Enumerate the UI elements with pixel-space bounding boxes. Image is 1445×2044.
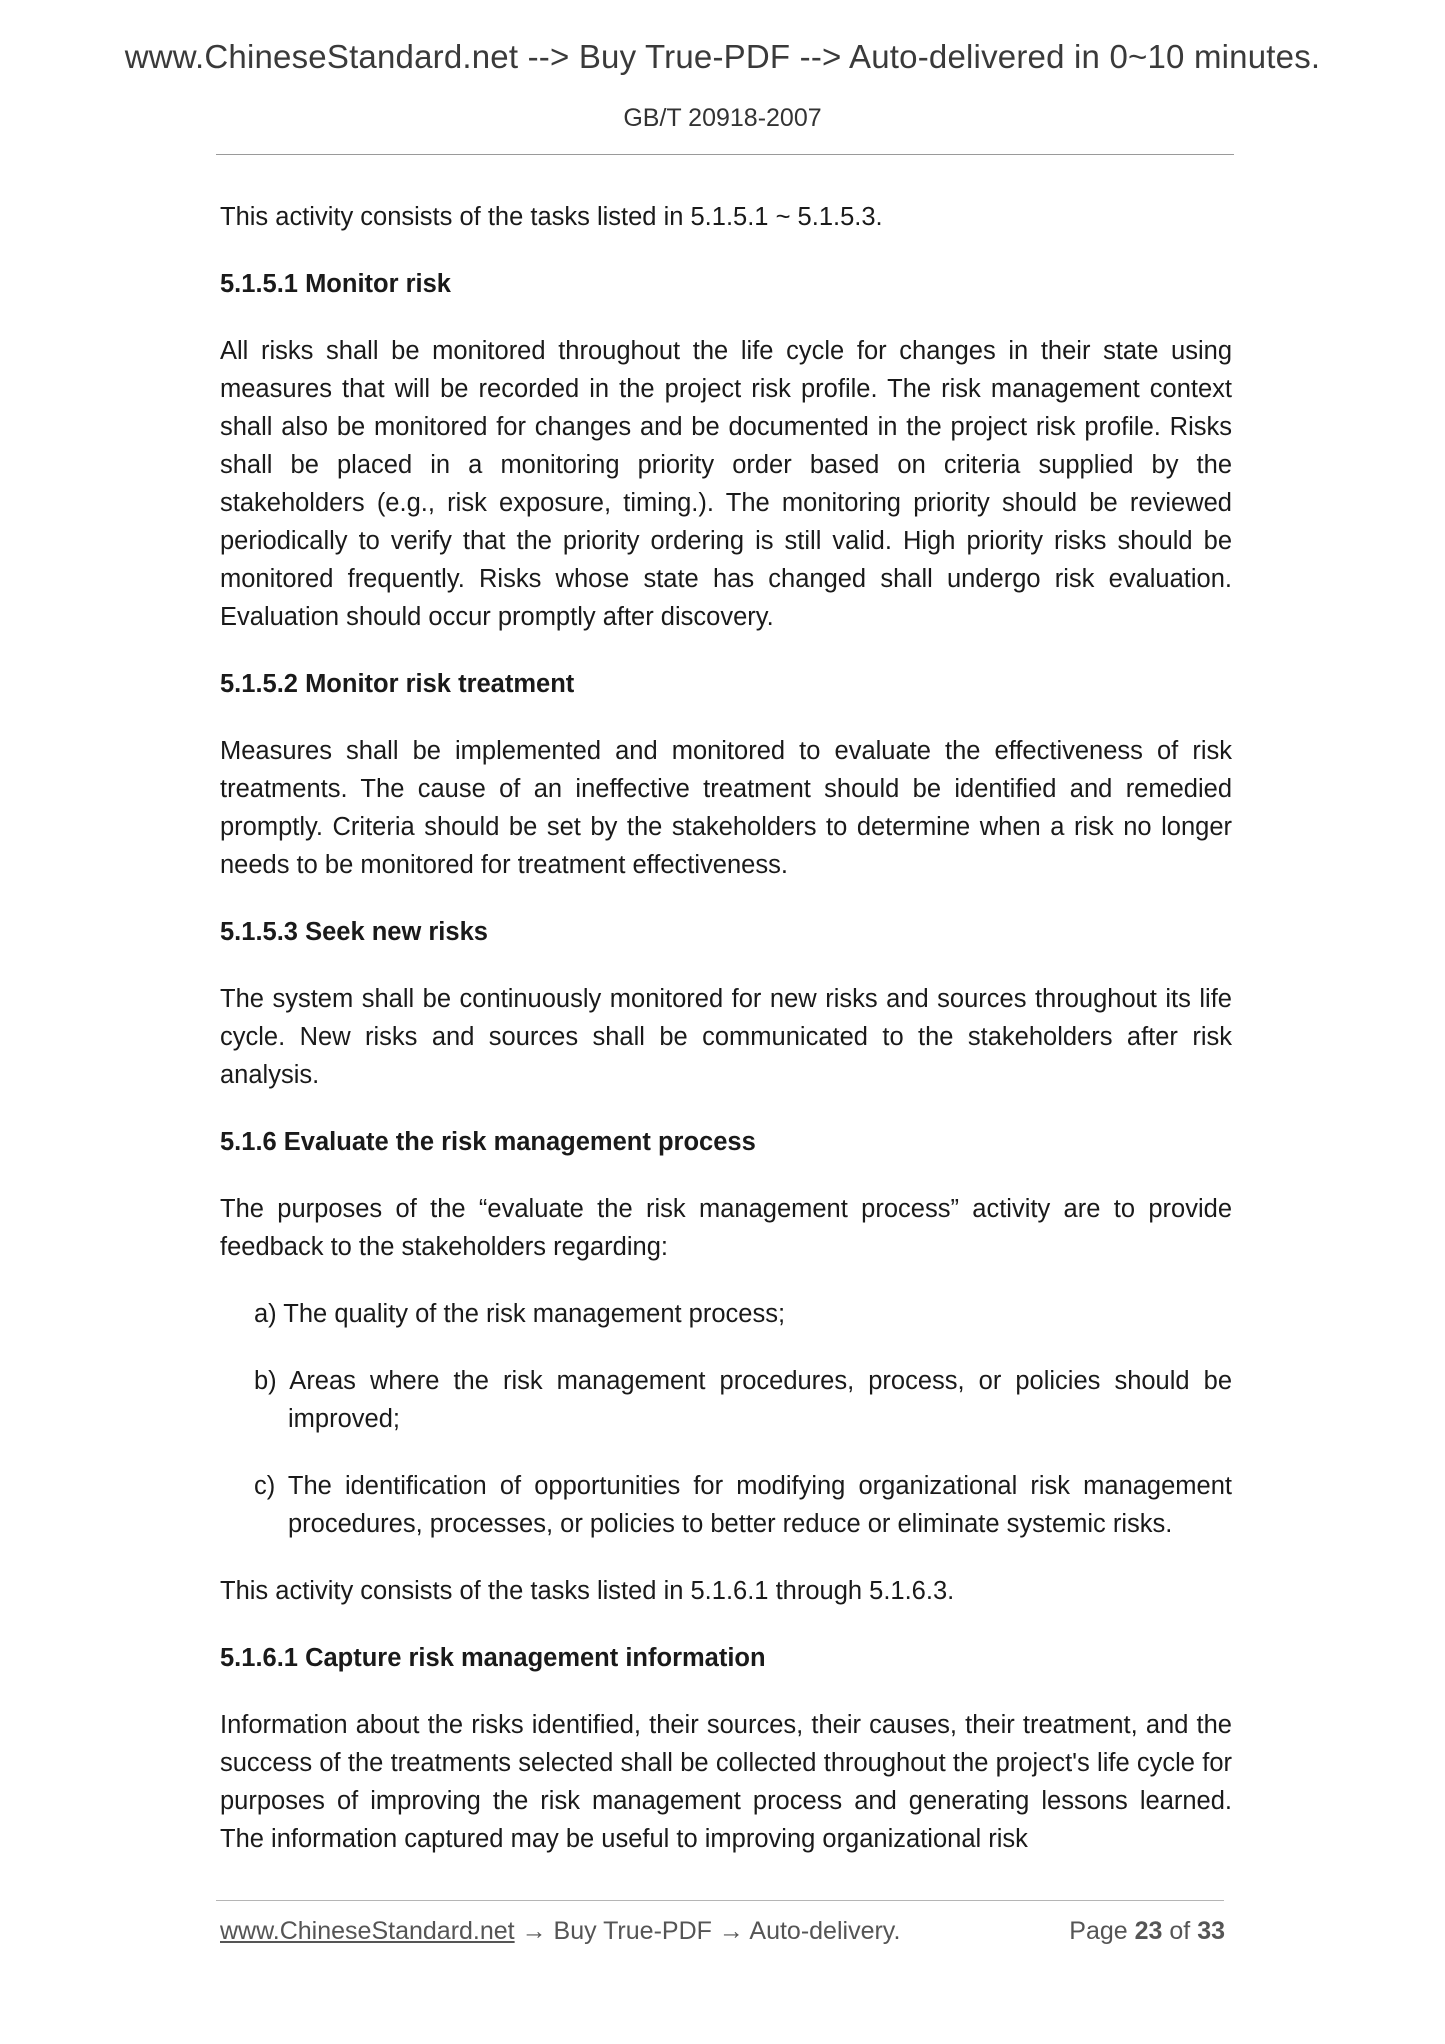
footer-site-link[interactable]: www.ChineseStandard.net — [220, 1917, 515, 1945]
total-pages: 33 — [1197, 1917, 1225, 1945]
footer-trail-text: → Buy True-PDF → Auto-delivery. — [514, 1917, 901, 1945]
list-item: b) Areas where the risk management procedures, process, or policies should be improved; — [254, 1367, 1232, 1433]
page-number: 23 — [1134, 1917, 1163, 1945]
section-5151-heading: 5.1.5.1 Monitor risk — [220, 270, 451, 298]
section-5151-paragraph: All risks shall be monitored throughout the life cycle for changes in their state using measures that will be recorded in the project risk profile. The risk management context shall also be monitored for changes and be documented in the project risk profile. Risks shall be placed in a monitoring priority order based on criteria supplied by the stakeholders (e.g., risk exposure, timing.). The monitoring priority should be reviewed periodically to verify that the priority ordering is still valid. High priority risks should be monitored frequently. Risks whose state has changed shall undergo risk evaluation. Evaluation should occur promptly after discovery. — [220, 337, 1232, 631]
document-body — [220, 198, 1232, 1887]
site-banner: www.ChineseStandard.net --> Buy True-PDF --> Auto-delivered in 0~10 minutes. — [124, 38, 1321, 75]
section-5152-heading: 5.1.5.2 Monitor risk treatment — [220, 670, 575, 698]
section-5152-paragraph: Measures shall be implemented and monitored to evaluate the effectiveness of risk treatments. The cause of an ineffective treatment should be identified and remedied promptly. Criteria should be set by the stakeholders to determine when a risk no longer needs to be monitored for treatment effectiveness. — [220, 737, 1232, 879]
of-label: of — [1169, 1917, 1191, 1945]
section-5161-paragraph: Information about the risks identified, their sources, their causes, their treatment, and the success of the treatments selected shall be collected throughout the project's life cycle for purposes of improving the risk management process and generating lessons learned. The information captured may be useful to improving organizational risk — [220, 1711, 1232, 1853]
section-5153-heading: 5.1.5.3 Seek new risks — [220, 918, 488, 946]
page-label: Page — [1069, 1917, 1128, 1945]
list-item: a) The quality of the risk management process; — [254, 1300, 786, 1328]
standard-code: GB/T 20918-2007 — [623, 104, 822, 132]
section-516-paragraph: The purposes of the “evaluate the risk management process” activity are to provide feedback to the stakeholders regarding: — [220, 1195, 1232, 1261]
section-5153-paragraph: The system shall be continuously monitored for new risks and sources throughout its life cycle. New risks and sources shall be communicated to the stakeholders after risk analysis. — [220, 985, 1232, 1089]
list-item: c) The identification of opportunities for modifying organizational risk management procedures, processes, or policies to better reduce or eliminate systemic risks. — [254, 1472, 1232, 1538]
section-516-heading: 5.1.6 Evaluate the risk management process — [220, 1128, 756, 1156]
footer-divider — [216, 1900, 1224, 1901]
section-5161-heading: 5.1.6.1 Capture risk management information — [220, 1644, 766, 1672]
footer-left — [220, 1917, 900, 1946]
section-516-tasks-paragraph: This activity consists of the tasks listed in 5.1.6.1 through 5.1.6.3. — [220, 1577, 955, 1605]
header-divider — [216, 154, 1234, 155]
intro-paragraph: This activity consists of the tasks listed in 5.1.5.1 ~ 5.1.5.3. — [220, 203, 883, 231]
page-indicator — [1069, 1917, 1225, 1946]
